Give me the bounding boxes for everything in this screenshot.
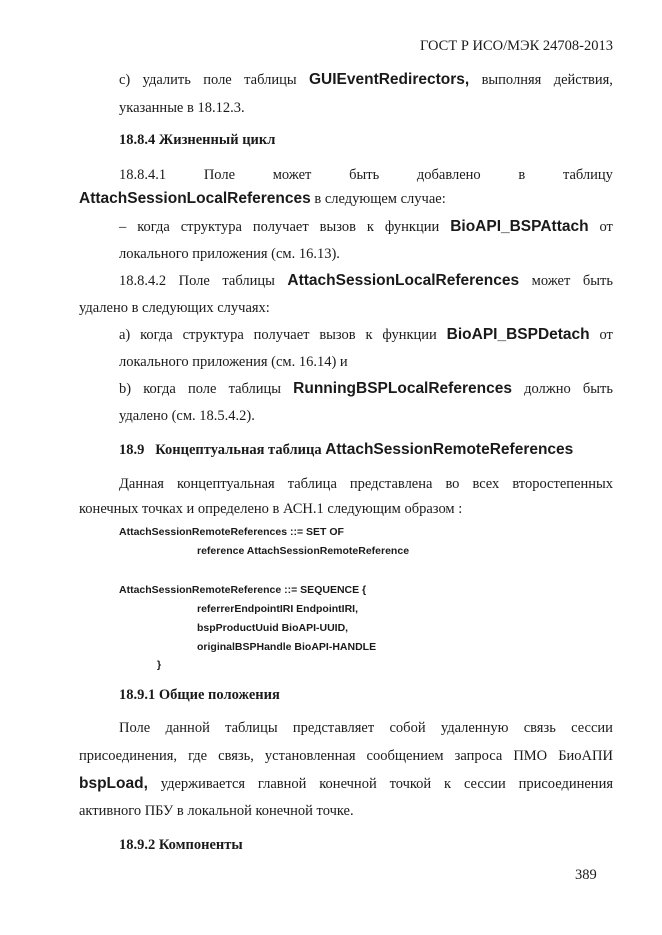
word: в следующем случае: bbox=[310, 191, 446, 207]
code-identifier: GUIEventRedirectors, bbox=[308, 71, 470, 88]
word: должно bbox=[524, 381, 571, 397]
paragraph-5-line-2: локального приложения (см. 16.14) и bbox=[119, 354, 348, 370]
word: функции bbox=[384, 219, 440, 235]
word: таблицы bbox=[222, 273, 275, 289]
word: к bbox=[444, 776, 452, 792]
code-identifier: RunningBSPLocalReferences bbox=[293, 380, 512, 397]
word: в bbox=[518, 167, 526, 183]
word: связь bbox=[523, 720, 556, 736]
word: установленная bbox=[264, 748, 356, 764]
word: быть bbox=[349, 167, 380, 183]
word: Поле bbox=[178, 273, 210, 289]
paragraph-4-line-1 bbox=[119, 272, 613, 290]
word: к bbox=[365, 327, 373, 343]
word: когда bbox=[137, 219, 170, 235]
word: во bbox=[445, 476, 460, 492]
word: Поле bbox=[119, 720, 151, 736]
word: быть bbox=[582, 273, 613, 289]
paragraph-8-line-2 bbox=[79, 747, 613, 765]
paragraph-6-line-2: удалено (см. 18.5.4.2). bbox=[119, 408, 255, 424]
code-identifier: AttachSessionLocalReferences bbox=[287, 272, 520, 289]
word: БиоАПИ bbox=[558, 748, 613, 764]
paragraph-3-line-1 bbox=[119, 218, 613, 236]
paragraph-7-line-2: конечных точках и определено в АСН.1 следующим образом : bbox=[79, 501, 463, 517]
word: к bbox=[366, 219, 374, 235]
word: структура bbox=[182, 327, 244, 343]
page-number: 389 bbox=[575, 867, 597, 883]
code-identifier: AttachSessionLocalReferences bbox=[79, 190, 311, 207]
word: структура bbox=[180, 219, 242, 235]
word: запроса bbox=[454, 748, 503, 764]
word: второстепенных bbox=[512, 476, 613, 492]
heading-text: Концептуальная таблица bbox=[155, 442, 322, 458]
word: присоединения, bbox=[79, 748, 178, 764]
word: поле bbox=[203, 72, 232, 88]
code-line: AttachSessionRemoteReferences ::= SET OF bbox=[119, 526, 344, 538]
word: сессии bbox=[571, 720, 613, 736]
word: выполняя bbox=[481, 72, 542, 88]
code-identifier: BioAPI_BSPAttach bbox=[450, 218, 589, 235]
word: всех bbox=[472, 476, 500, 492]
paragraph-6-line-1 bbox=[119, 380, 613, 398]
word: – bbox=[119, 219, 127, 235]
word: концептуальная bbox=[176, 476, 275, 492]
word: таблицы bbox=[228, 381, 282, 397]
word: конечной bbox=[319, 776, 377, 792]
code-line: bspProductUuid BioAPI-UUID, bbox=[197, 622, 349, 634]
code-line: referrerEndpointIRI EndpointIRI, bbox=[197, 603, 359, 615]
word: таблицы bbox=[225, 720, 278, 736]
paragraph-2-line-2 bbox=[79, 190, 446, 208]
word: добавлено bbox=[416, 167, 481, 183]
word: представлена bbox=[349, 476, 433, 492]
word: присоединения bbox=[518, 776, 613, 792]
word: получает bbox=[252, 219, 309, 235]
word: Данная bbox=[119, 476, 164, 492]
word: быть bbox=[582, 381, 613, 397]
section-heading-18-8-4: 18.8.4 Жизненный цикл bbox=[119, 132, 276, 148]
word: а) bbox=[119, 327, 131, 343]
word: таблицы bbox=[244, 72, 297, 88]
code-line: originalBSPHandle BioAPI-HANDLE bbox=[197, 641, 377, 653]
section-heading-18-9-2: 18.9.2 Компоненты bbox=[119, 837, 243, 853]
code-line: AttachSessionRemoteReference ::= SEQUENCE { bbox=[119, 584, 367, 596]
word: точкой bbox=[389, 776, 432, 792]
word: когда bbox=[140, 327, 173, 343]
word: вызов bbox=[319, 327, 356, 343]
code-line: } bbox=[157, 659, 162, 671]
word: когда bbox=[143, 381, 176, 397]
paragraph-1-line-2: указанные в 18.12.3. bbox=[119, 100, 245, 116]
word: с) bbox=[119, 72, 131, 88]
paragraph-8-line-1 bbox=[119, 719, 613, 737]
paragraph-3-line-2: локального приложения (см. 16.13). bbox=[119, 246, 340, 262]
word: связь, bbox=[218, 748, 254, 764]
word: может bbox=[531, 273, 571, 289]
heading-number: 18.9 bbox=[119, 442, 145, 458]
code-identifier: BioAPI_BSPDetach bbox=[446, 326, 590, 343]
word: где bbox=[188, 748, 208, 764]
word: b) bbox=[119, 381, 132, 397]
word: действия, bbox=[553, 72, 613, 88]
word: вызов bbox=[319, 219, 356, 235]
code-identifier: AttachSessionRemoteReferences bbox=[325, 441, 574, 458]
code-line: reference AttachSessionRemoteReference bbox=[197, 545, 410, 557]
paragraph-5-line-1 bbox=[119, 326, 613, 344]
word: может bbox=[272, 167, 312, 183]
word: ПМО bbox=[513, 748, 548, 764]
word: представляет bbox=[292, 720, 375, 736]
word: данной bbox=[165, 720, 210, 736]
word: поле bbox=[187, 381, 217, 397]
code-identifier: bspLoad, bbox=[79, 775, 148, 792]
word: таблицу bbox=[562, 167, 613, 183]
word: 18.8.4.2 bbox=[119, 273, 167, 289]
word: таблица bbox=[287, 476, 337, 492]
section-heading-18-9-1: 18.9.1 Общие положения bbox=[119, 687, 280, 703]
word: получает bbox=[253, 327, 310, 343]
word: удалить bbox=[142, 72, 191, 88]
word: от bbox=[599, 219, 613, 235]
paragraph-2-line-1 bbox=[119, 166, 613, 184]
word: сообщением bbox=[366, 748, 444, 764]
paragraph-4-line-2: удалено в следующих случаях: bbox=[79, 300, 270, 316]
word: функции bbox=[382, 327, 437, 343]
word: удаленную bbox=[440, 720, 509, 736]
word: удерживается bbox=[160, 776, 246, 792]
document-header: ГОСТ Р ИСО/МЭК 24708-2013 bbox=[420, 38, 613, 54]
word: главной bbox=[257, 776, 307, 792]
word: от bbox=[599, 327, 613, 343]
word: 18.8.4.1 bbox=[119, 167, 167, 183]
paragraph-7-line-1 bbox=[119, 475, 613, 493]
paragraph-1-line-1 bbox=[119, 71, 613, 89]
section-heading-18-9 bbox=[119, 441, 573, 459]
paragraph-8-line-4: активного ПБУ в локальной конечной точке. bbox=[79, 803, 354, 819]
word: Поле bbox=[203, 167, 236, 183]
word: собой bbox=[389, 720, 426, 736]
word: сессии bbox=[463, 776, 506, 792]
paragraph-8-line-3 bbox=[79, 775, 613, 793]
